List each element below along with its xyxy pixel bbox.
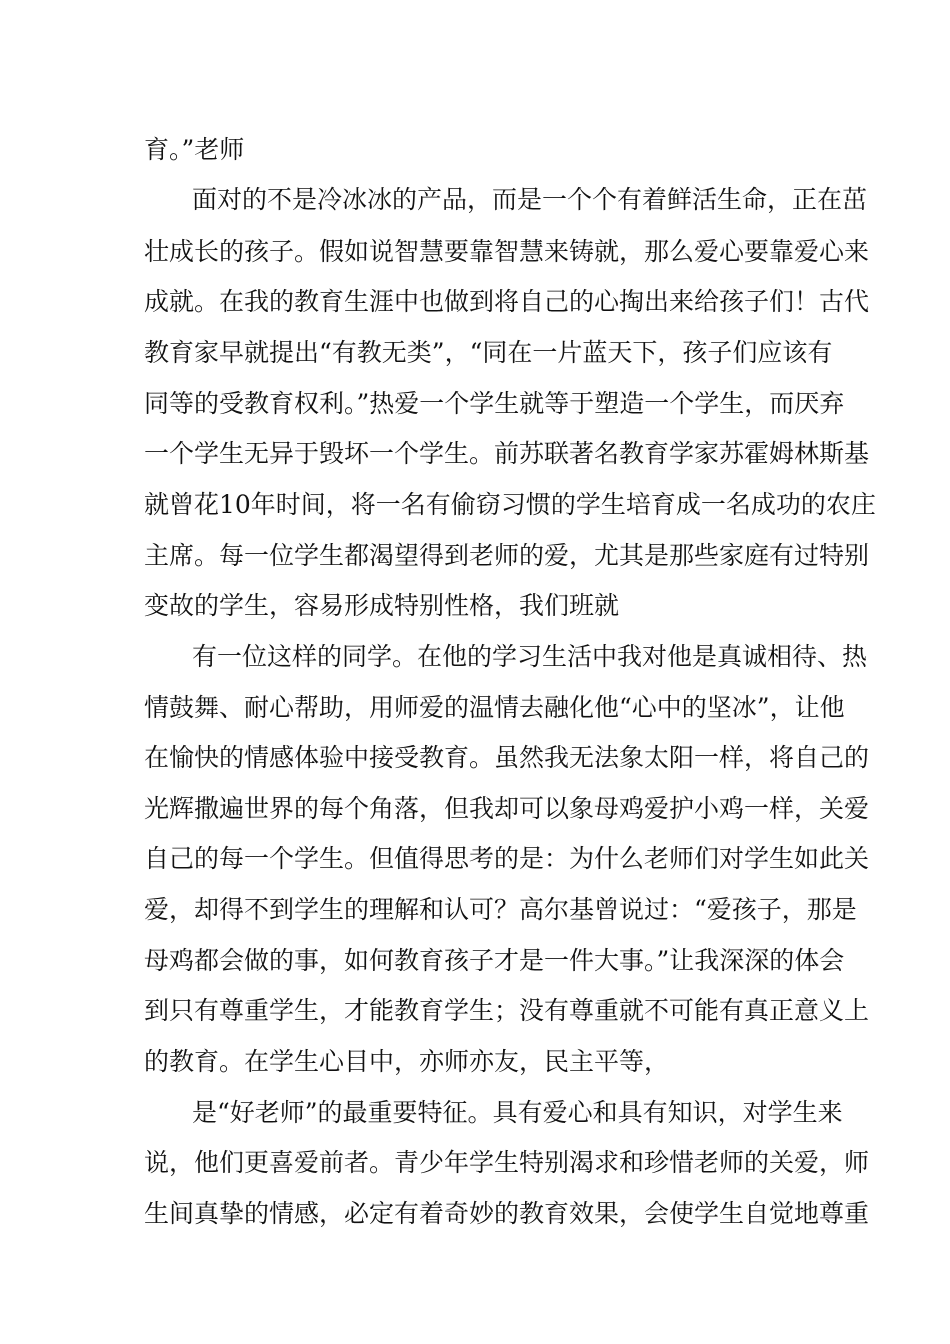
text-line: 生间真挚的情感，必定有着奇妙的教育效果，会使学生自觉地尊重 (144, 1199, 870, 1228)
paragraph-first-line: 面对的不是冷冰冰的产品，而是一个个有着鲜活生命，正在茁 (192, 185, 868, 214)
text-line: 育。”老师 (144, 135, 245, 164)
text-line: 成就。在我的教育生涯中也做到将自己的心掏出来给孩子们！古代 (144, 287, 870, 316)
text-line: 教育家早就提出“有教无类”，“同在一片蓝天下，孩子们应该有 (144, 338, 833, 367)
text-line: 爱，却得不到学生的理解和认可？高尔基曾说过：“爱孩子，那是 (144, 895, 857, 924)
text-line: 的教育。在学生心目中，亦师亦友，民主平等， (144, 1047, 670, 1076)
paragraph-first-line: 有一位这样的同学。在他的学习生活中我对他是真诚相待、热 (192, 642, 868, 671)
text-line: 情鼓舞、耐心帮助，用师爱的温情去融化他“心中的坚冰”，让他 (144, 693, 845, 722)
text-line: 光辉撒遍世界的每个角落，但我却可以象母鸡爱护小鸡一样，关爱 (144, 794, 870, 823)
paragraph-first-line: 是“好老师”的最重要特征。具有爱心和具有知识，对学生来 (192, 1098, 843, 1127)
text-line: 到只有尊重学生，才能教育学生；没有尊重就不可能有真正意义上 (144, 996, 870, 1025)
text-line: 在愉快的情感体验中接受教育。虽然我无法象太阳一样，将自己的 (144, 743, 870, 772)
text-line: 自己的每一个学生。但值得思考的是：为什么老师们对学生如此关 (144, 844, 870, 873)
text-line: 壮成长的孩子。假如说智慧要靠智慧来铸就，那么爱心要靠爱心来 (144, 237, 870, 266)
text-line: 主席。每一位学生都渴望得到老师的爱，尤其是那些家庭有过特别 (144, 541, 870, 570)
text-line: 母鸡都会做的事，如何教育孩子才是一件大事。”让我深深的体会 (144, 946, 845, 975)
text-line: 就曾花10年时间，将一名有偷窃习惯的学生培育成一名成功的农庄 (144, 490, 876, 519)
text-line: 变故的学生，容易形成特别性格，我们班就 (144, 591, 620, 620)
text-line: 说，他们更喜爱前者。青少年学生特别渴求和珍惜老师的关爱，师 (144, 1148, 870, 1177)
text-line: 一个学生无异于毁坏一个学生。前苏联著名教育学家苏霍姆林斯基 (144, 439, 870, 468)
text-line: 同等的受教育权利。”热爱一个学生就等于塑造一个学生，而厌弃 (144, 389, 845, 418)
